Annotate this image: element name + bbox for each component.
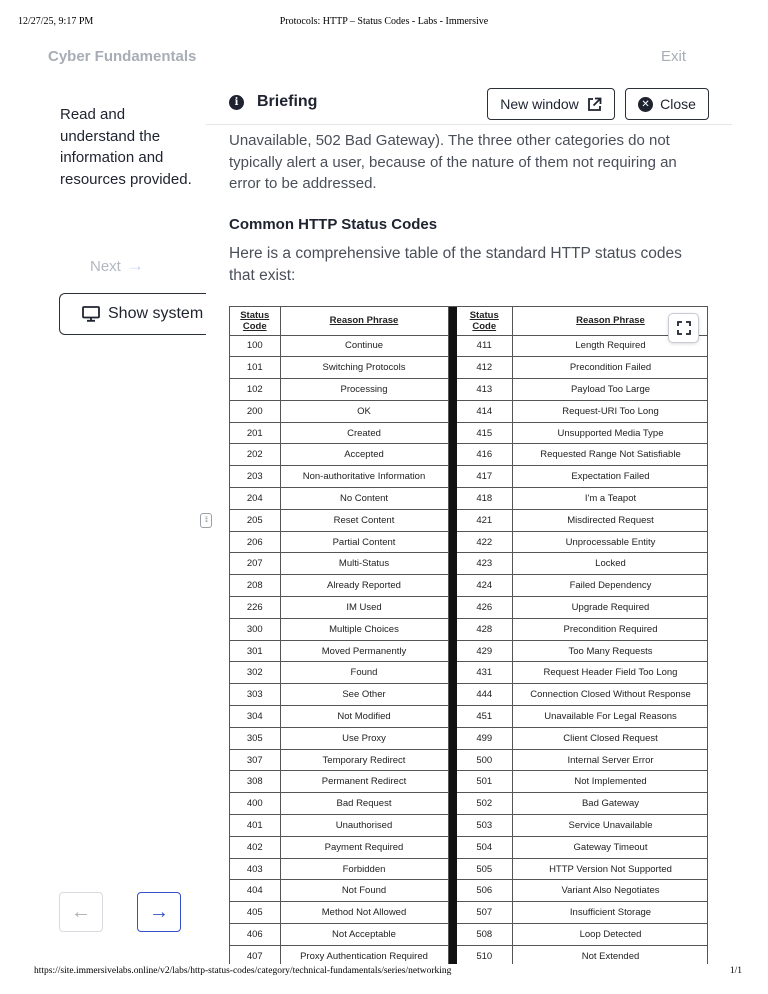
column-divider <box>448 727 457 749</box>
reason-phrase-cell: Proxy Authentication Required <box>280 945 448 964</box>
table-row <box>230 618 708 640</box>
close-icon: ✕ <box>638 97 653 112</box>
table-row <box>230 357 708 379</box>
reason-phrase-cell: Request-URI Too Long <box>512 400 708 422</box>
reason-phrase-cell: Variant Also Negotiates <box>512 880 708 902</box>
table-row <box>230 815 708 837</box>
status-code-cell: 207 <box>230 553 280 575</box>
table-row <box>230 945 708 964</box>
column-divider <box>448 618 457 640</box>
reason-phrase-cell: Method Not Allowed <box>280 902 448 924</box>
reason-phrase-cell: HTTP Version Not Supported <box>512 858 708 880</box>
reason-phrase-cell: Payload Too Large <box>512 379 708 401</box>
new-window-button[interactable] <box>487 88 615 120</box>
status-code-cell: 422 <box>457 531 512 553</box>
reason-phrase-cell: Not Extended <box>512 945 708 964</box>
reason-phrase-cell: Found <box>280 662 448 684</box>
column-divider <box>448 509 457 531</box>
header-divider <box>206 124 732 125</box>
reason-phrase-cell: Not Found <box>280 880 448 902</box>
table-row <box>230 727 708 749</box>
reason-phrase-cell: No Content <box>280 488 448 510</box>
briefing-title <box>229 93 317 111</box>
section-heading: Common HTTP Status Codes <box>229 216 438 233</box>
column-divider <box>448 531 457 553</box>
reason-phrase-cell: Length Required <box>512 335 708 357</box>
table-row <box>230 379 708 401</box>
reason-phrase-cell: Service Unavailable <box>512 815 708 837</box>
print-page-number: 1/1 <box>729 966 742 976</box>
table-row <box>230 640 708 662</box>
column-divider <box>448 662 457 684</box>
reason-phrase-cell: Partial Content <box>280 531 448 553</box>
status-code-cell: 444 <box>457 684 512 706</box>
column-divider <box>448 836 457 858</box>
status-code-cell: 417 <box>457 466 512 488</box>
status-code-cell: 428 <box>457 618 512 640</box>
table-row <box>230 684 708 706</box>
column-divider <box>448 880 457 902</box>
close-label: Close <box>660 96 696 112</box>
status-code-cell: 401 <box>230 815 280 837</box>
reason-phrase-cell: Expectation Failed <box>512 466 708 488</box>
table-body <box>230 335 708 964</box>
reason-phrase-cell: Failed Dependency <box>512 575 708 597</box>
status-code-cell: 404 <box>230 880 280 902</box>
reason-phrase-cell: Gateway Timeout <box>512 836 708 858</box>
status-code-cell: 405 <box>230 902 280 924</box>
reason-phrase-cell: Locked <box>512 553 708 575</box>
briefing-header <box>229 90 709 120</box>
reason-phrase-cell: Connection Closed Without Response <box>512 684 708 706</box>
table-row <box>230 662 708 684</box>
reason-phrase-cell: Precondition Failed <box>512 357 708 379</box>
status-code-cell: 451 <box>457 706 512 728</box>
status-code-cell: 201 <box>230 422 280 444</box>
briefing-title-text: Briefing <box>257 93 318 110</box>
column-divider <box>448 902 457 924</box>
reason-phrase-cell: Client Closed Request <box>512 727 708 749</box>
status-code-cell: 403 <box>230 858 280 880</box>
arrow-right-icon: → <box>149 900 169 923</box>
table-row <box>230 575 708 597</box>
status-code-cell: 423 <box>457 553 512 575</box>
reason-phrase-cell: Request Header Field Too Long <box>512 662 708 684</box>
reason-phrase-cell: I'm a Teapot <box>512 488 708 510</box>
status-code-cell: 503 <box>457 815 512 837</box>
close-button[interactable] <box>625 88 709 120</box>
column-divider <box>448 575 457 597</box>
reason-phrase-cell: Switching Protocols <box>280 357 448 379</box>
status-code-cell: 205 <box>230 509 280 531</box>
status-code-cell: 301 <box>230 640 280 662</box>
table-row <box>230 924 708 946</box>
status-code-cell: 413 <box>457 379 512 401</box>
reason-phrase-cell: Use Proxy <box>280 727 448 749</box>
table-row <box>230 444 708 466</box>
status-code-cell: 402 <box>230 836 280 858</box>
drag-handle-icon[interactable]: ⁞⁞ <box>200 513 212 528</box>
status-code-cell: 504 <box>457 836 512 858</box>
reason-phrase-cell: Loop Detected <box>512 924 708 946</box>
status-code-cell: 429 <box>457 640 512 662</box>
status-code-cell: 400 <box>230 793 280 815</box>
status-code-cell: 307 <box>230 749 280 771</box>
reason-phrase-cell: IM Used <box>280 597 448 619</box>
arrow-right-icon: → <box>126 256 144 275</box>
status-code-cell: 202 <box>230 444 280 466</box>
reason-phrase-cell: Processing <box>280 379 448 401</box>
reason-phrase-cell: Not Acceptable <box>280 924 448 946</box>
table-row <box>230 749 708 771</box>
panel-divider <box>206 290 220 340</box>
reason-phrase-cell: Insufficient Storage <box>512 902 708 924</box>
app-title: Cyber Fundamentals <box>48 48 197 65</box>
info-icon: i <box>229 95 244 110</box>
reason-phrase-cell: Too Many Requests <box>512 640 708 662</box>
print-title: Protocols: HTTP – Status Codes - Labs - Immersive <box>279 16 489 27</box>
previous-step-button[interactable] <box>59 892 103 932</box>
column-divider <box>448 379 457 401</box>
next-link[interactable] <box>90 256 144 276</box>
column-divider <box>448 706 457 728</box>
column-divider <box>448 793 457 815</box>
table-row <box>230 858 708 880</box>
status-code-cell: 505 <box>457 858 512 880</box>
status-code-cell: 501 <box>457 771 512 793</box>
table-row <box>230 488 708 510</box>
body-paragraph: Unavailable, 502 Bad Gateway). The three other categories do not typically alert a user, because of the nature of them not requiring an error to be addressed. <box>229 132 677 192</box>
left-panel <box>60 104 200 190</box>
column-header: Reason Phrase <box>280 307 448 335</box>
external-link-icon <box>587 97 602 112</box>
reason-phrase-cell: Multiple Choices <box>280 618 448 640</box>
column-divider <box>448 307 457 335</box>
status-code-cell: 412 <box>457 357 512 379</box>
table-row <box>230 509 708 531</box>
table-row <box>230 335 708 357</box>
status-code-cell: 206 <box>230 531 280 553</box>
status-code-cell: 407 <box>230 945 280 964</box>
reason-phrase-cell: Unprocessable Entity <box>512 531 708 553</box>
instruction-text: Read and understand the information and resources provided. <box>60 106 192 188</box>
column-divider <box>448 553 457 575</box>
status-code-cell: 424 <box>457 575 512 597</box>
print-url: https://site.immersivelabs.online/v2/labs/http-status-codes/category/technical-fundamentals/series/networking <box>34 966 452 976</box>
column-divider <box>448 749 457 771</box>
status-code-cell: 507 <box>457 902 512 924</box>
reason-phrase-cell: Permanent Redirect <box>280 771 448 793</box>
column-divider <box>448 684 457 706</box>
reason-phrase-cell: Reset Content <box>280 509 448 531</box>
column-divider <box>448 945 457 964</box>
table-row <box>230 400 708 422</box>
fullscreen-button[interactable] <box>668 313 699 343</box>
reason-phrase-cell: See Other <box>280 684 448 706</box>
table-row <box>230 902 708 924</box>
table-row <box>230 880 708 902</box>
status-code-cell: 302 <box>230 662 280 684</box>
fullscreen-icon <box>677 321 691 335</box>
reason-phrase-cell: Already Reported <box>280 575 448 597</box>
status-code-cell: 508 <box>457 924 512 946</box>
reason-phrase-cell: Misdirected Request <box>512 509 708 531</box>
column-header: Reason Phrase <box>512 307 708 335</box>
print-header <box>0 16 768 30</box>
reason-phrase-cell: Unsupported Media Type <box>512 422 708 444</box>
show-system-button[interactable] <box>59 293 219 335</box>
status-code-cell: 421 <box>457 509 512 531</box>
new-window-label: New window <box>500 96 579 112</box>
reason-phrase-cell: Moved Permanently <box>280 640 448 662</box>
status-code-cell: 510 <box>457 945 512 964</box>
reason-phrase-cell: Created <box>280 422 448 444</box>
status-code-cell: 426 <box>457 597 512 619</box>
status-code-cell: 499 <box>457 727 512 749</box>
status-code-cell: 414 <box>457 400 512 422</box>
print-date: 12/27/25, 9:17 PM <box>18 16 94 27</box>
column-divider <box>448 924 457 946</box>
status-code-cell: 502 <box>457 793 512 815</box>
reason-phrase-cell: Precondition Required <box>512 618 708 640</box>
column-divider <box>448 335 457 357</box>
next-label: Next <box>90 257 121 275</box>
exit-button[interactable]: Exit <box>660 48 686 65</box>
intro-paragraph: Here is a comprehensive table of the standard HTTP status codes that exist: <box>229 245 682 284</box>
show-system-label: Show system <box>108 305 204 322</box>
table-row <box>230 793 708 815</box>
table-row <box>230 553 708 575</box>
status-code-cell: 416 <box>457 444 512 466</box>
status-code-cell: 208 <box>230 575 280 597</box>
status-code-table <box>229 306 708 964</box>
table-row <box>230 422 708 444</box>
reason-phrase-cell: OK <box>280 400 448 422</box>
status-code-cell: 415 <box>457 422 512 444</box>
column-divider <box>448 488 457 510</box>
status-code-cell: 304 <box>230 706 280 728</box>
status-code-cell: 500 <box>457 749 512 771</box>
column-divider <box>448 466 457 488</box>
reason-phrase-cell: Accepted <box>280 444 448 466</box>
column-header: Status Code <box>230 307 280 335</box>
reason-phrase-cell: Unavailable For Legal Reasons <box>512 706 708 728</box>
reason-phrase-cell: Multi-Status <box>280 553 448 575</box>
status-code-cell: 226 <box>230 597 280 619</box>
table-header-row <box>230 307 708 335</box>
status-code-cell: 300 <box>230 618 280 640</box>
status-code-cell: 305 <box>230 727 280 749</box>
status-code-cell: 431 <box>457 662 512 684</box>
reason-phrase-cell: Non-authoritative Information <box>280 466 448 488</box>
reason-phrase-cell: Forbidden <box>280 858 448 880</box>
monitor-icon <box>82 306 100 322</box>
reason-phrase-cell: Continue <box>280 335 448 357</box>
reason-phrase-cell: Payment Required <box>280 836 448 858</box>
status-code-cell: 203 <box>230 466 280 488</box>
status-code-cell: 418 <box>457 488 512 510</box>
reason-phrase-cell: Internal Server Error <box>512 749 708 771</box>
reason-phrase-cell: Upgrade Required <box>512 597 708 619</box>
table-row <box>230 836 708 858</box>
table-row <box>230 597 708 619</box>
column-divider <box>448 640 457 662</box>
reason-phrase-cell: Unauthorised <box>280 815 448 837</box>
arrow-left-icon: ← <box>71 900 91 923</box>
column-divider <box>448 357 457 379</box>
status-code-cell: 506 <box>457 880 512 902</box>
status-code-cell: 406 <box>230 924 280 946</box>
status-code-cell: 102 <box>230 379 280 401</box>
reason-phrase-cell: Requested Range Not Satisfiable <box>512 444 708 466</box>
reason-phrase-cell: Not Modified <box>280 706 448 728</box>
status-code-cell: 308 <box>230 771 280 793</box>
status-code-cell: 303 <box>230 684 280 706</box>
next-step-button[interactable] <box>137 892 181 932</box>
column-header: Status Code <box>457 307 512 335</box>
briefing-content <box>229 130 699 195</box>
status-code-cell: 101 <box>230 357 280 379</box>
column-divider <box>448 597 457 619</box>
table-row <box>230 706 708 728</box>
reason-phrase-cell: Bad Request <box>280 793 448 815</box>
status-code-cell: 200 <box>230 400 280 422</box>
column-divider <box>448 400 457 422</box>
status-code-cell: 411 <box>457 335 512 357</box>
reason-phrase-cell: Bad Gateway <box>512 793 708 815</box>
column-divider <box>448 422 457 444</box>
status-code-cell: 204 <box>230 488 280 510</box>
table-row <box>230 531 708 553</box>
reason-phrase-cell: Not Implemented <box>512 771 708 793</box>
table-row <box>230 771 708 793</box>
status-code-cell: 100 <box>230 335 280 357</box>
column-divider <box>448 815 457 837</box>
reason-phrase-cell: Temporary Redirect <box>280 749 448 771</box>
column-divider <box>448 771 457 793</box>
column-divider <box>448 444 457 466</box>
table-row <box>230 466 708 488</box>
column-divider <box>448 858 457 880</box>
